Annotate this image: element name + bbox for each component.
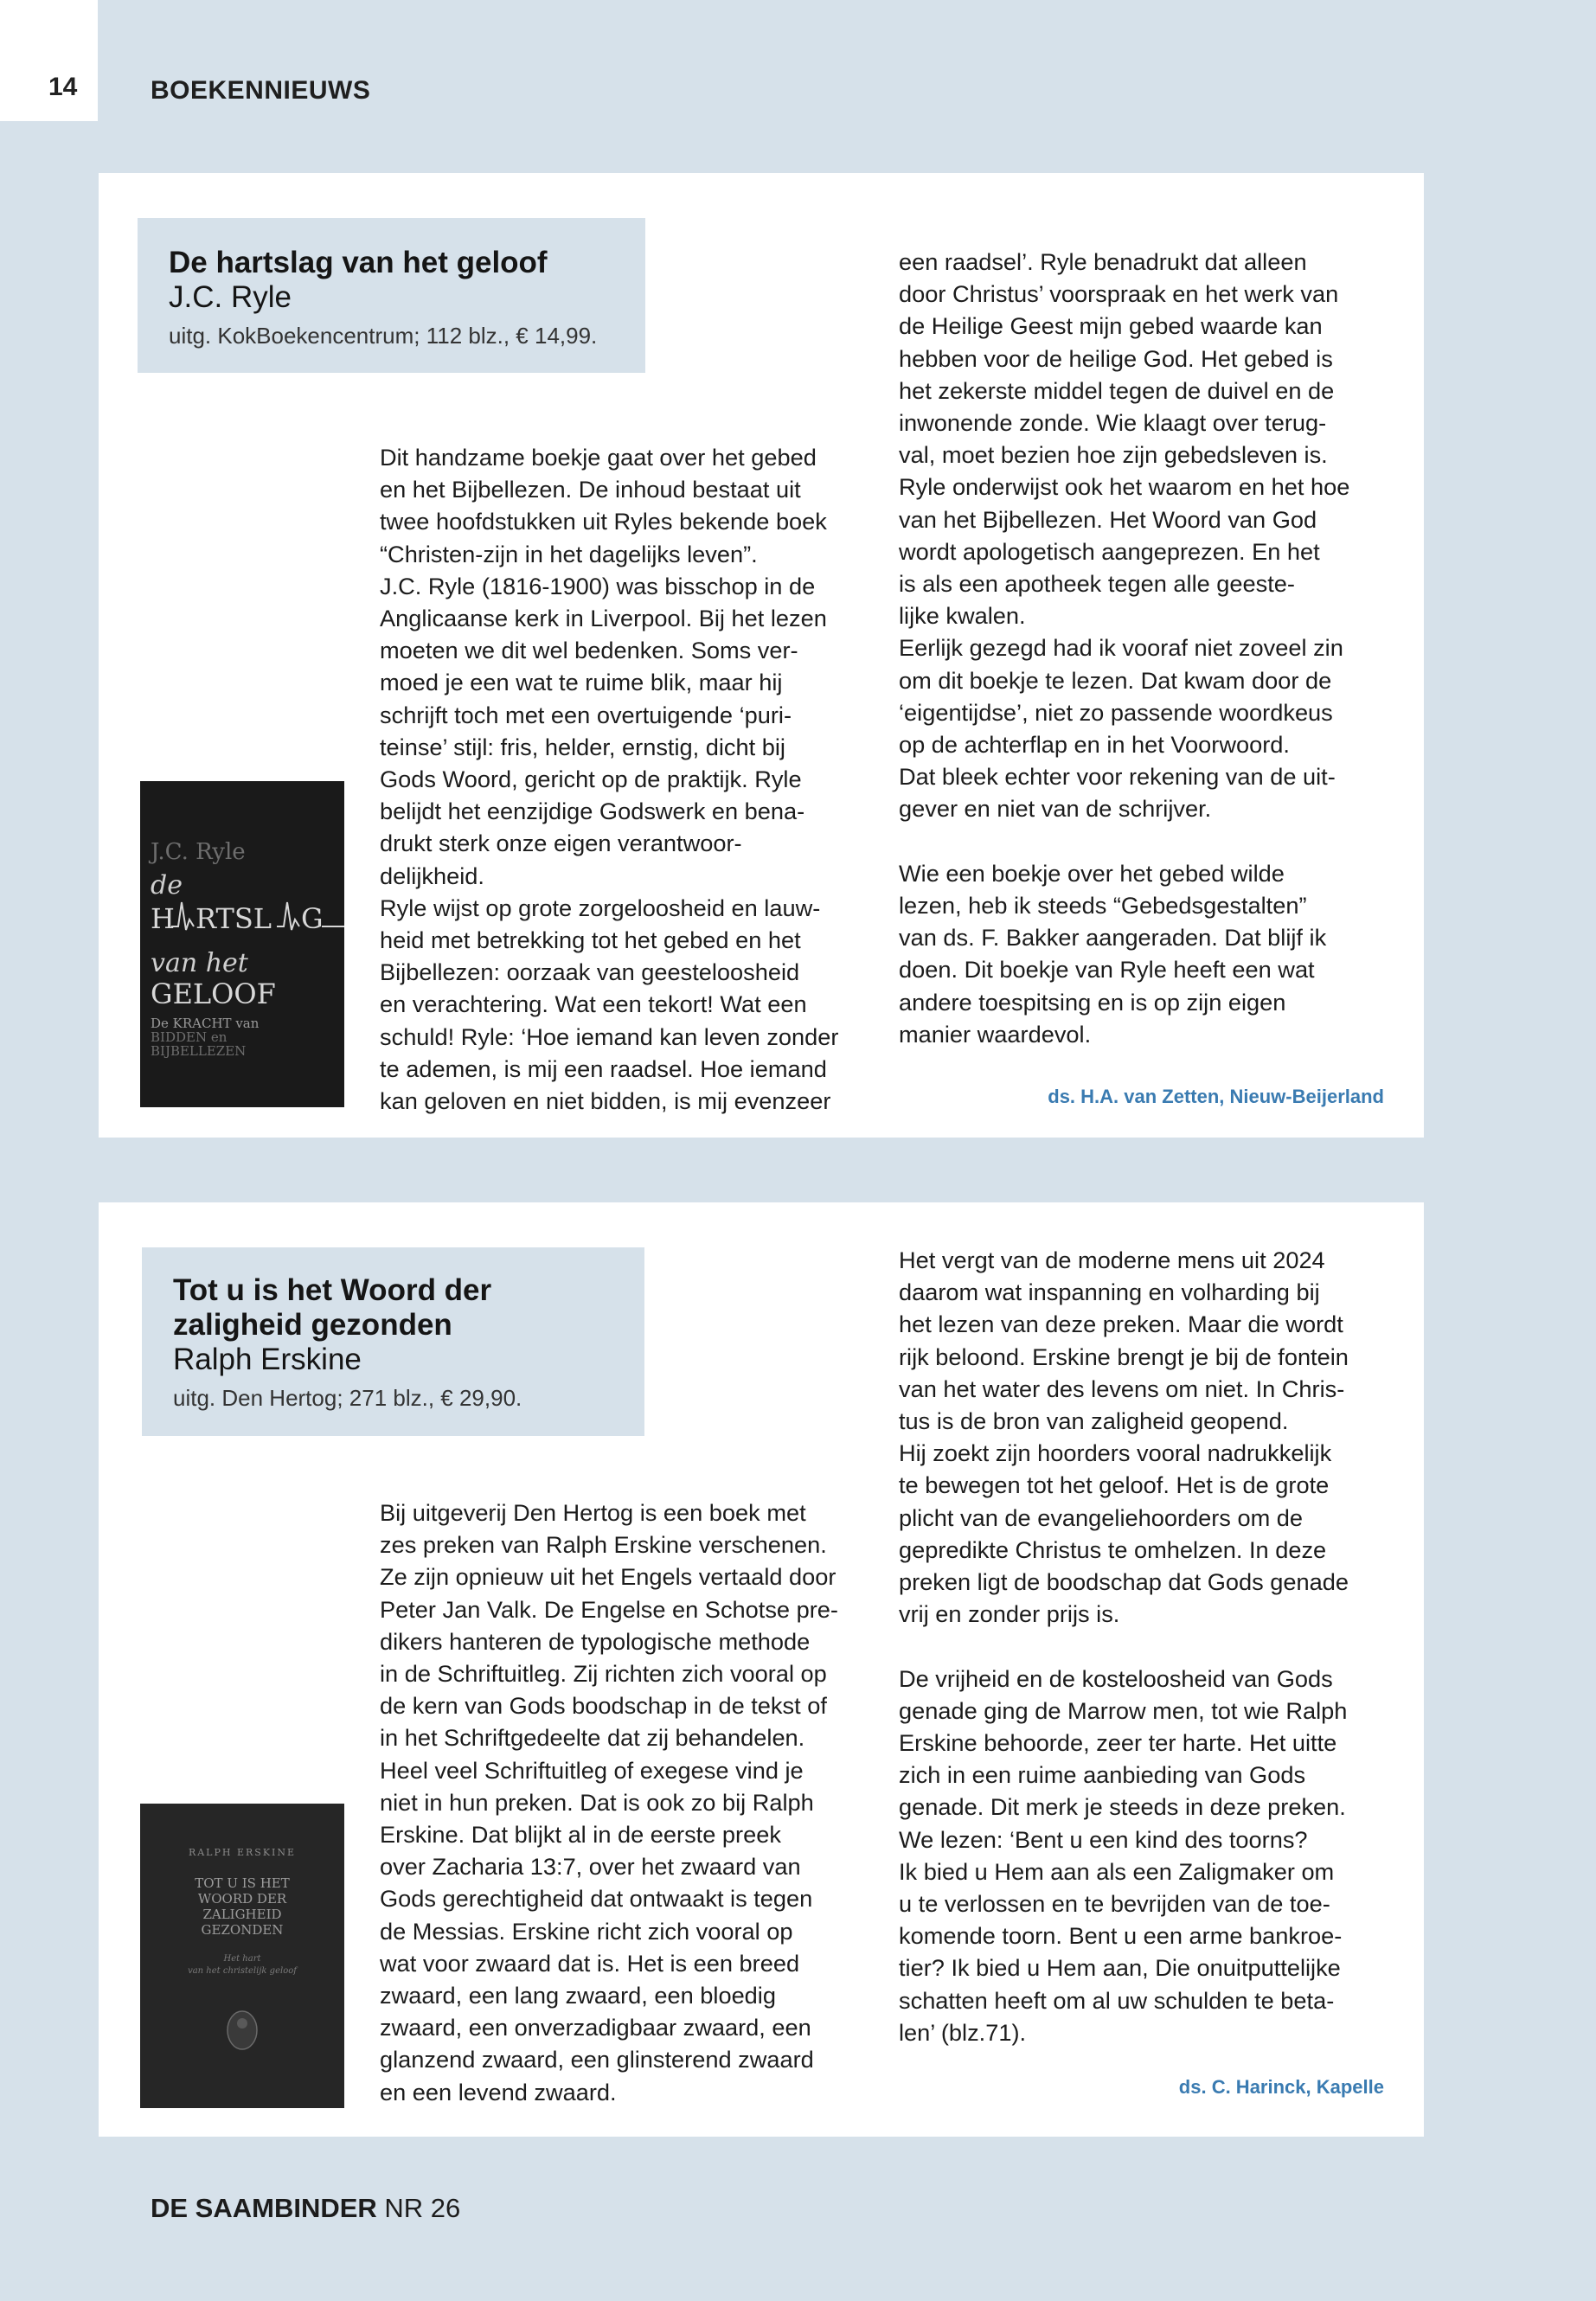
text-line: Ryle wijst op grote zorgeloosheid en lauw- xyxy=(380,894,821,921)
review-1-book-author: J.C. Ryle xyxy=(169,280,292,314)
text-line: We lezen: ‘Bent u een kind des toorns? xyxy=(899,1825,1308,1853)
text-line: preken ligt de boodschap dat Gods genade xyxy=(899,1568,1349,1596)
cover-2-title-2: WOORD DER xyxy=(197,1891,287,1907)
text-line: komende toorn. Bent u een arme bankroe- xyxy=(899,1922,1343,1950)
text-line: dikers hanteren de typologische methode xyxy=(380,1627,811,1655)
text-line: genade ging de Marrow men, tot wie Ralph xyxy=(899,1696,1348,1724)
text-line: Peter Jan Valk. De Engelse en Schotse pre- xyxy=(380,1595,838,1623)
review-card-2 xyxy=(99,1202,1424,2137)
text-line: Erskine. Dat blijkt al in de eerste preek xyxy=(380,1821,781,1849)
text-line: ‘eigentijdse’, niet zo passende woordkeus xyxy=(899,698,1333,726)
review-1-book-title: De hartslag van het geloof xyxy=(169,246,548,279)
review-1-column-middle xyxy=(380,441,890,1117)
cover-1-de: de xyxy=(151,870,183,901)
cover-1-geloof: GELOOF xyxy=(151,977,276,1010)
page-number: 14 xyxy=(48,73,78,101)
text-line: moeten we dit wel bedenken. Soms ver- xyxy=(380,637,798,664)
review-2-cover-art xyxy=(140,1804,344,2108)
text-line: van het water des levens om niet. In Chris- xyxy=(899,1375,1345,1402)
text-line: tier? Ik bied u Hem aan, Die onuitputtelijke xyxy=(899,1954,1341,1982)
text-line: u te verlossen en te bevrijden van de toe- xyxy=(899,1890,1330,1918)
cover-1-sub2: BIDDEN en xyxy=(151,1029,228,1045)
review-2-title-box xyxy=(142,1247,644,1436)
text-line: len’ (blz.71). xyxy=(899,2018,1027,2046)
footer-issue: NR 26 xyxy=(384,2193,461,2223)
text-line: Bij uitgeverij Den Hertog is een boek met xyxy=(380,1499,806,1526)
text-line: tus is de bron van zaligheid geopend. xyxy=(899,1407,1289,1435)
text-line: zwaard, een lang zwaard, een bloedig xyxy=(380,1982,776,2009)
text-line: Gods Woord, gericht op de praktijk. Ryle xyxy=(380,766,802,793)
page-number-box xyxy=(0,0,98,121)
text-line: delijkheid. xyxy=(380,862,484,889)
review-1-column-right xyxy=(899,246,1401,1050)
text-line: gepredikte Christus te omhelzen. In deze xyxy=(899,1535,1327,1563)
text-line: Gods gerechtigheid dat ontwaakt is tegen xyxy=(380,1885,813,1913)
cover-2-title-4: GEZONDEN xyxy=(201,1922,284,1938)
footer-magazine-name: DE SAAMBINDER xyxy=(151,2193,377,2223)
text-line: zich in een ruime aanbieding van Gods xyxy=(899,1761,1306,1789)
text-line xyxy=(899,825,1401,857)
text-line: schatten heeft om al uw schulden te beta- xyxy=(899,1986,1335,2014)
text-line: van het Bijbellezen. Het Woord van God xyxy=(899,505,1317,533)
text-line: het lezen van deze preken. Maar die wordt xyxy=(899,1311,1343,1338)
text-line: in de Schriftuitleg. Zij richten zich vooral op xyxy=(380,1660,827,1688)
text-line: De vrijheid en de kosteloosheid van Gods xyxy=(899,1664,1333,1692)
text-line: schuld! Ryle: ‘Hoe iemand kan leven zonder xyxy=(380,1022,839,1050)
cover-2-title-1: TOT U IS HET xyxy=(195,1875,290,1891)
text-line: de kern van Gods boodschap in de tekst of xyxy=(380,1692,827,1720)
section-label: BOEKENNIEUWS xyxy=(151,76,371,105)
text-line: zes preken van Ralph Erskine verschenen. xyxy=(380,1531,827,1559)
text-line xyxy=(899,1630,1401,1662)
text-line: Bijbellezen: oorzaak van geesteloosheid xyxy=(380,958,800,986)
cover-2-portrait-head xyxy=(237,2018,247,2029)
text-line: in het Schriftgedeelte dat zij behandelen. xyxy=(380,1724,805,1752)
text-line: doen. Dit boekje van Ryle heeft een wat xyxy=(899,956,1315,984)
text-line: moed je een wat te ruime blik, maar hij xyxy=(380,669,783,696)
text-line: Heel veel Schriftuitleg of exegese vind je xyxy=(380,1756,804,1784)
text-line: Ik bied u Hem aan als een Zaligmaker om xyxy=(899,1857,1335,1885)
text-line: Dit handzame boekje gaat over het gebed xyxy=(380,444,817,471)
cover-1-sub3: BIJBELLEZEN xyxy=(151,1043,247,1059)
text-line: twee hoofdstukken uit Ryles bekende boek xyxy=(380,508,827,535)
text-line: wat voor zwaard dat is. Het is een breed xyxy=(380,1949,800,1977)
text-line: schrijft toch met een overtuigende ‘puri- xyxy=(380,701,792,728)
cover-1-van-het: van het xyxy=(151,948,248,978)
cover-2-title-3: ZALIGHEID xyxy=(202,1907,282,1922)
review-2-column-middle xyxy=(380,1497,890,2108)
text-line: op de achterflap en in het Voorwoord. xyxy=(899,731,1290,759)
text-line: te bewegen tot het geloof. Het is de grote xyxy=(899,1471,1330,1499)
text-line: rijk beloond. Erskine brengt je bij de fontein xyxy=(899,1343,1349,1370)
cover-2-author: RALPH ERSKINE xyxy=(188,1847,297,1858)
review-2-book-author: Ralph Erskine xyxy=(173,1343,362,1376)
review-2-book-title-line-1: Tot u is het Woord der xyxy=(173,1273,492,1307)
review-2-column-right xyxy=(899,1244,1401,2048)
text-line: drukt sterk onze eigen verantwoor- xyxy=(380,830,742,857)
text-line: Het vergt van de moderne mens uit 2024 xyxy=(899,1247,1325,1273)
review-1-title-box xyxy=(138,218,645,373)
text-line: manier waardevol. xyxy=(899,1020,1092,1048)
text-line: het zekerste middel tegen de duivel en de xyxy=(899,376,1335,404)
review-2-book-cover xyxy=(140,1804,344,2108)
text-line: is als een apotheek tegen alle geeste- xyxy=(899,570,1295,598)
text-line: niet in hun preken. Dat is ook zo bij Ralph xyxy=(380,1788,814,1816)
text-line: glanzend zwaard, een glinsterend zwaard xyxy=(380,2046,814,2073)
text-line: Hij zoekt zijn hoorders vooral nadrukkelijk xyxy=(899,1439,1332,1467)
review-1-book-meta: uitg. KokBoekencentrum; 112 blz., € 14,99. xyxy=(169,323,598,349)
text-line: om dit boekje te lezen. Dat kwam door de xyxy=(899,666,1332,694)
cover-1-sub1: De KRACHT van xyxy=(151,1016,260,1031)
text-line: Ryle onderwijst ook het waarom en het hoe xyxy=(899,473,1350,501)
cover-1-hart-g: G xyxy=(301,902,324,935)
review-1-signature: ds. H.A. van Zetten, Nieuw-Beijerland xyxy=(1048,1086,1384,1107)
text-line: plicht van de evangeliehoorders om de xyxy=(899,1503,1304,1531)
review-2-book-title-line-2: zaligheid gezonden xyxy=(173,1308,452,1342)
text-line: zwaard, een onverzadigbaar zwaard, een xyxy=(380,2014,811,2041)
text-line: Dat bleek echter voor rekening van de uit- xyxy=(899,763,1336,791)
review-1-book-cover xyxy=(140,781,344,1107)
cover-1-hart-rtsl: RTSL xyxy=(195,902,272,935)
text-line: van ds. F. Bakker aangeraden. Dat blijf ik xyxy=(899,924,1327,952)
text-line: lijke kwalen. xyxy=(899,602,1026,630)
text-line: Anglicaanse kerk in Liverpool. Bij het lezen xyxy=(380,605,827,632)
text-line: andere toespitsing en is op zijn eigen xyxy=(899,988,1286,1016)
text-line: J.C. Ryle (1816-1900) was bisschop in de xyxy=(380,572,816,599)
review-1-cover-art xyxy=(140,781,344,1107)
text-line: en een levend zwaard. xyxy=(380,2078,617,2106)
text-line: heid met betrekking tot het gebed en het xyxy=(380,926,801,954)
text-line: Wie een boekje over het gebed wilde xyxy=(899,859,1285,887)
text-line: teinse’ stijl: fris, helder, ernstig, dicht bij xyxy=(380,733,785,760)
text-line: de Messias. Erskine richt zich vooral op xyxy=(380,1917,793,1945)
text-line: “Christen-zijn in het dagelijks leven”. xyxy=(380,540,758,567)
text-line: wordt apologetisch aangeprezen. En het xyxy=(899,537,1320,565)
text-line: daarom wat inspanning en volharding bij xyxy=(899,1279,1320,1306)
text-line: val, moet bezien hoe zijn gebedsleven is. xyxy=(899,441,1328,469)
review-2-book-meta: uitg. Den Hertog; 271 blz., € 29,90. xyxy=(173,1385,522,1411)
text-line: te ademen, is mij een raadsel. Hoe iemand xyxy=(380,1054,827,1082)
cover-1-author: J.C. Ryle xyxy=(151,839,246,865)
text-line: inwonende zonde. Wie klaagt over terug- xyxy=(899,409,1327,437)
cover-2-sub-2: van het christelijk geloof xyxy=(188,1966,297,1976)
text-line: lezen, heb ik steeds “Gebedsgestalten” xyxy=(899,892,1307,920)
text-line: Eerlijk gezegd had ik vooraf niet zoveel zin xyxy=(899,634,1343,662)
text-line: een raadsel’. Ryle benadrukt dat alleen xyxy=(899,248,1307,275)
cover-2-portrait xyxy=(228,2011,257,2049)
text-line: Erskine behoorde, zeer ter harte. Het uitte xyxy=(899,1729,1337,1757)
text-line: belijdt het eenzijdige Godswerk en bena- xyxy=(380,798,805,825)
text-line: de Heilige Geest mijn gebed waarde kan xyxy=(899,312,1323,340)
review-card-1 xyxy=(99,173,1424,1138)
review-2-signature: ds. C. Harinck, Kapelle xyxy=(1178,2076,1384,2098)
text-line: en het Bijbellezen. De inhoud bestaat uit xyxy=(380,476,801,503)
footer xyxy=(151,2193,460,2224)
cover-2-sub-1: Het hart xyxy=(223,1954,261,1964)
text-line: vrij en zonder prijs is. xyxy=(899,1600,1120,1628)
text-line: door Christus’ voorspraak en het werk van xyxy=(899,280,1339,308)
text-line: Ze zijn opnieuw uit het Engels vertaald door xyxy=(380,1563,836,1591)
text-line: hebben voor de heilige God. Het gebed is xyxy=(899,344,1333,372)
text-line: en verachtering. Wat een tekort! Wat een xyxy=(380,990,807,1018)
text-line: over Zacharia 13:7, over het zwaard van xyxy=(380,1853,801,1881)
text-line: kan geloven en niet bidden, is mij evenzeer xyxy=(380,1087,831,1115)
text-line: genade. Dit merk je steeds in deze preken. xyxy=(899,1793,1346,1821)
cover-1-hart-h: H xyxy=(151,902,175,935)
text-line: gever en niet van de schrijver. xyxy=(899,795,1212,823)
